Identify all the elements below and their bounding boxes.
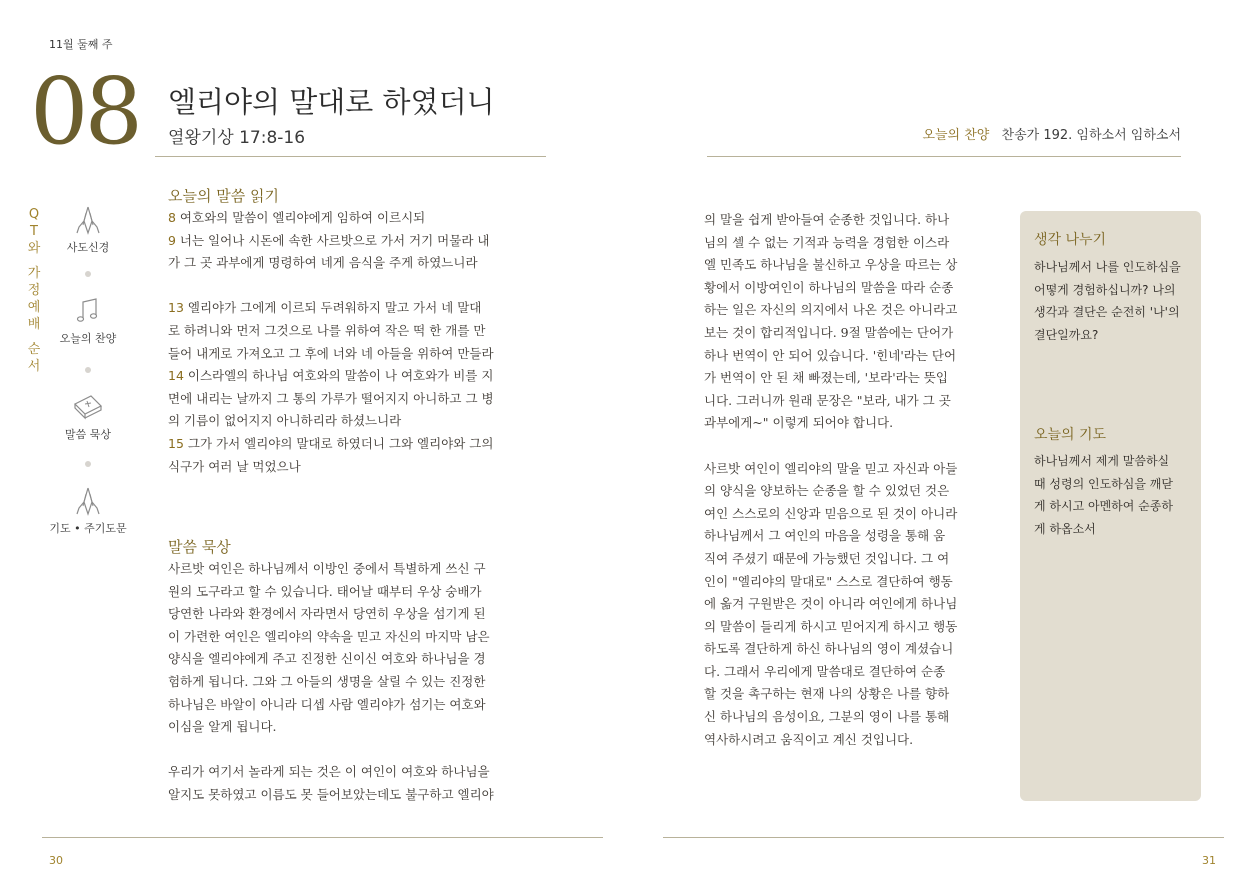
nav-item-meditation[interactable] xyxy=(52,390,124,442)
verse-line: 식구가 여러 날 먹었으나 xyxy=(168,458,301,474)
side-label-qt-family-worship-order: Q T 와 가 정 예 배 순 서 xyxy=(27,207,41,374)
nav-item-todays-hymn[interactable] xyxy=(52,294,124,346)
praying-hands-icon xyxy=(71,203,105,237)
hymn-label: 오늘의 찬양 xyxy=(922,128,990,143)
nav-separator-dot xyxy=(85,271,91,277)
nav-separator-dot xyxy=(85,367,91,373)
nav-separator-dot xyxy=(85,461,91,467)
header-divider-right xyxy=(707,156,1181,157)
reading-text xyxy=(168,207,558,478)
verse-line: 9 너는 일어나 시돈에 속한 사르밧으로 가서 거기 머물라 내 xyxy=(168,232,490,248)
nav-item-apostles-creed[interactable] xyxy=(52,203,124,255)
nav-label: 사도신경 xyxy=(66,241,110,254)
verse-line: 로 하려니와 먼저 그것으로 나를 위하여 작은 떡 한 개를 만 xyxy=(168,322,486,338)
music-note-icon xyxy=(71,294,105,328)
prayer-text: 하나님께서 제게 말씀하실 때 성령의 인도하심을 깨닫 게 하시고 아멘하여 순종하 게 하옵소서 xyxy=(1034,454,1173,536)
day-number: 08 xyxy=(30,58,140,165)
meditation-text: 사르밧 여인은 하나님께서 이방인 중에서 특별하게 쓰신 구 원의 도구라고 할 수 있습니다. 태어날 때부터 우상 숭배가 당연한 나라와 환경에서 자라면서 당연히 우상을 섬기게 된 이 가련한 여인은 엘리야의 약속을 믿고 자신의 마지막 남은 양식을 엘리야에게 주고 진정한 신이신 여호와 하나님을 경 험하게 됩니다. 그와 그 아들의 생명을 살릴 수 있는 진정한 하나님은 바알이 아니라 디셉 사람 엘리야가 섬기는 여호와 이심을 알게 됩니다. 우리가 여기서 놀라게 되는 것은 이 여인이 여호와 하나님을 알지도 못하였고 이름도 못 들어보았는데도 불구하고 엘리야 xyxy=(168,561,494,802)
verse-line: 면에 내리는 날까지 그 통의 가루가 떨어지지 아니하고 그 병 xyxy=(168,390,494,406)
nav-label: 오늘의 찬양 xyxy=(59,332,117,345)
page-number-left: 30 xyxy=(49,854,63,867)
meditation-continued-text: 의 말을 쉽게 받아들여 순종한 것입니다. 하나 님의 셀 수 없는 기적과 능력을 경험한 이스라 엘 민족도 하나님을 불신하고 우상을 따르는 상 황에서 이방여인이 하나님의 말씀을 따라 순종 하는 일은 자신의 의지에서 나온 것은 아니라고 보는 것이 합리적입니다. 9절 말씀에는 단어가 하나 번역이 안 되어 있습니다. '힌네'라는 단어 가 번역이 안 된 채 빠졌는데, '보라'라는 뜻입 니다. 그러니까 원래 문장은 "보라, 내가 그 곳 과부에게~" 이렇게 되어야 합니다. 사르밧 여인이 엘리야의 말을 믿고 자신과 아들 의 양식을 양보하는 순종을 할 수 있었던 것은 여인 스스로의 신앙과 믿음으로 된 것이 아니라 하나님께서 그 여인의 마음을 성령을 통해 움 직여 주셨기 때문에 가능했던 것입니다. 그 여 인이 "엘리야의 말대로" 스스로 결단하여 행동 에 옮겨 구원받은 것이 아니라 여인에게 하나님 의 말씀이 들리게 하시고 믿어지게 하시고 행동 하도록 결단하게 하신 하나님의 영이 계셨습니 다. 그래서 우리에게 말씀대로 결단하여 순종 할 것을 촉구하는 현재 나의 상황은 나를 향하 신 하나님의 음성이요, 그분의 영이 나를 통해 역사하시려고 움직이고 계신 것입니다. xyxy=(704,212,958,747)
prayer-heading: 오늘의 기도 xyxy=(1034,427,1107,443)
verse-line: 15 그가 가서 엘리야의 말대로 하였더니 그와 엘리야와 그의 xyxy=(168,435,494,451)
nav-item-prayer-lords-prayer[interactable] xyxy=(45,484,131,536)
scripture-reference: 열왕기상 17:8-16 xyxy=(168,128,306,148)
reflection-sidebar xyxy=(1020,211,1201,801)
reading-heading: 오늘의 말씀 읽기 xyxy=(168,187,279,205)
sharing-heading: 생각 나누기 xyxy=(1034,232,1107,248)
verse-line: 의 기름이 없어지지 아니하리라 하셨느니라 xyxy=(168,413,402,429)
praying-hands-icon xyxy=(71,484,105,518)
verse-line: 13 엘리야가 그에게 이르되 두려워하지 말고 가서 네 말대 xyxy=(168,300,482,316)
meditation-heading: 말씀 묵상 xyxy=(168,538,231,556)
header-divider-left xyxy=(155,156,546,157)
footer-divider-left xyxy=(42,837,603,838)
hymn-value: 찬송가 192. 임하소서 임하소서 xyxy=(1001,128,1181,143)
footer-divider-right xyxy=(663,837,1224,838)
verse-line: 14 이스라엘의 하나님 여호와의 말씀이 나 여호와가 비를 지 xyxy=(168,368,494,384)
page-title: 엘리야의 말대로 하였더니 xyxy=(168,85,495,119)
verse-line: 들어 내게로 가져오고 그 후에 너와 네 아들을 위하여 만들라 xyxy=(168,345,494,361)
hymn-info xyxy=(922,124,1181,143)
verse-line: 가 그 곳 과부에게 명령하여 네게 음식을 주게 하였느니라 xyxy=(168,255,478,271)
bible-icon xyxy=(71,390,105,424)
nav-label: 기도 • 주기도문 xyxy=(49,522,127,535)
page-number-right: 31 xyxy=(1202,854,1216,867)
sharing-text: 하나님께서 나를 인도하심을 어떻게 경험하십니까? 나의 생각과 결단은 순전히 '나'의 결단일까요? xyxy=(1034,260,1181,342)
week-label: 11월 둘째 주 xyxy=(49,38,113,51)
nav-label: 말씀 묵상 xyxy=(64,428,111,441)
verse-line: 8 여호와의 말씀이 엘리야에게 임하여 이르시되 xyxy=(168,210,426,225)
